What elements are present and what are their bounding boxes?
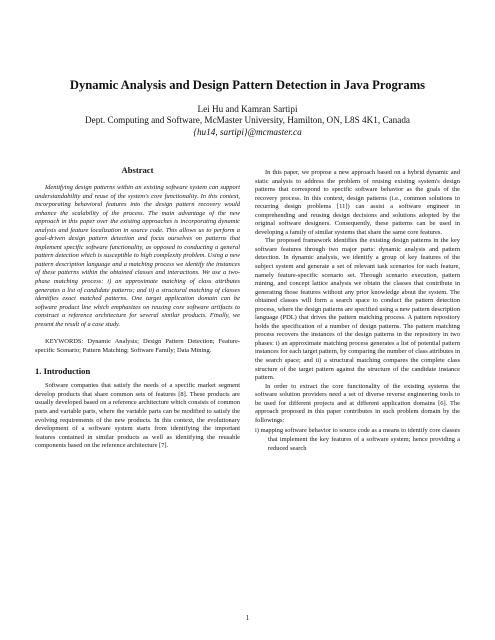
right-paragraph-2: The proposed framework identifies the existing design patterns in the key software features through two major parts: dynamic analysis and pattern detection. In dynamic analysis, we identify a group of key features of the subject system and generate a set of relevant task scenarios for each feature, namely feature-specific scenario set. Through scenario execution, pattern mining, and concept lattice analysis we obtain the classes that contribute in generating those features without any prior knowledge about the system. The obtained classes will form a search space to conduct the pattern detection process, where the design patterns are specified using a new pattern description language (PDL) that drives the pattern matching process. A pattern repository holds the specification of a number of design patterns. The pattern matching process recovers the instances of the design patterns in the repository in two phases: i) an approximate matching process generates a list of potential pattern instances for each target pattern, by comparing the number of class attributes in the search space; and ii) a structural matching compares the complete class structure of the target pattern against the structure of the candidate instance pattern.: [255, 237, 460, 382]
right-column: [255, 169, 460, 453]
section-heading-introduction: 1. Introduction: [35, 366, 91, 377]
author-names: Lei Hu and Kamran Sartipi: [197, 104, 298, 114]
keywords: KEYWORDS: Dynamic Analysis; Design Pattern Detection; Feature-specific Scenario; Pattern Matching; Software Family; Data Mining.: [35, 338, 240, 354]
page-number: 1: [245, 614, 250, 622]
author-email: {hu14, sartipi}@mcmaster.ca: [193, 126, 302, 137]
author-affiliation: Dept. Computing and Software, McMaster University, Hamilton, ON, L8S 4K1, Canada: [85, 115, 410, 126]
paper-title: Dynamic Analysis and Design Pattern Detection in Java Programs: [69, 78, 426, 92]
left-column: [35, 165, 240, 451]
abstract-heading: Abstract: [121, 165, 154, 175]
author-block: [0, 104, 495, 138]
abstract-body: Identifying design patterns within an existing software system can support understandability and reuse of the system's core functionality. In this context, incorporating behavioral features into the design pattern recovery would enhance the scalability of the process. The main advantage of the new approach in this paper over the existing approaches is incorporating dynamic analysis and feature localization in source code. This allows us to perform a goal-driven design pattern detection and focus ourselves on patterns that implement specific software functionality, as opposed to conducting a general pattern detection which is susceptible to high complexity problem. Using a new pattern description language and a matching process we identify the instances of these patterns within the obtained classes and interactions. We use a two-phase matching process: i) an approximate matching of class attributes generates a list of candidate patterns; and ii) a structural matching of classes identifies exact matched patterns. One target application domain can be software product line which emphasizes on reusing core software artifacts to construct a reference architecture for several similar products. Finally, we present the result of a case study.: [35, 184, 240, 328]
intro-paragraph-1: Software companies that satisfy the needs of a specific market segment develop products that share common sets of features [8]. These products are usually developed based on a reference architecture which consists of common parts and variable parts, where the variable parts can be modified to satisfy the evolving requirements of the new products. In this context, the evolutionary development of a software system starts from identifying the important features contained in similar products as well as identifying the reusable components based on the reference architecture [7].: [35, 382, 240, 450]
contribution-list-item-1: i) mapping software behavior to source code as a means to identify core classes that implement the key features of a software system; hence providing a reduced search: [255, 427, 460, 452]
right-paragraph-1: In this paper, we propose a new approach based on a hybrid dynamic and static analysis to address the problem of reusing existing system's design patterns that correspond to specific software behavior as the goals of the recovery process. In this context, design patterns (i.e., common solutions to recurring design problems [11]) can assist a software engineer in comprehending and reusing design decisions and solutions adopted by the original software designers. Consequently, these patterns can be used in developing a family of similar systems that share the same core features.: [255, 169, 460, 236]
right-paragraph-3: In order to extract the core functionality of the existing systems the software solution providers need a set of diverse reverse engineering tools to be used for different projects and at different application domains [6]. The approach proposed in this paper contributes in such problem domain by the followings:: [255, 382, 460, 424]
